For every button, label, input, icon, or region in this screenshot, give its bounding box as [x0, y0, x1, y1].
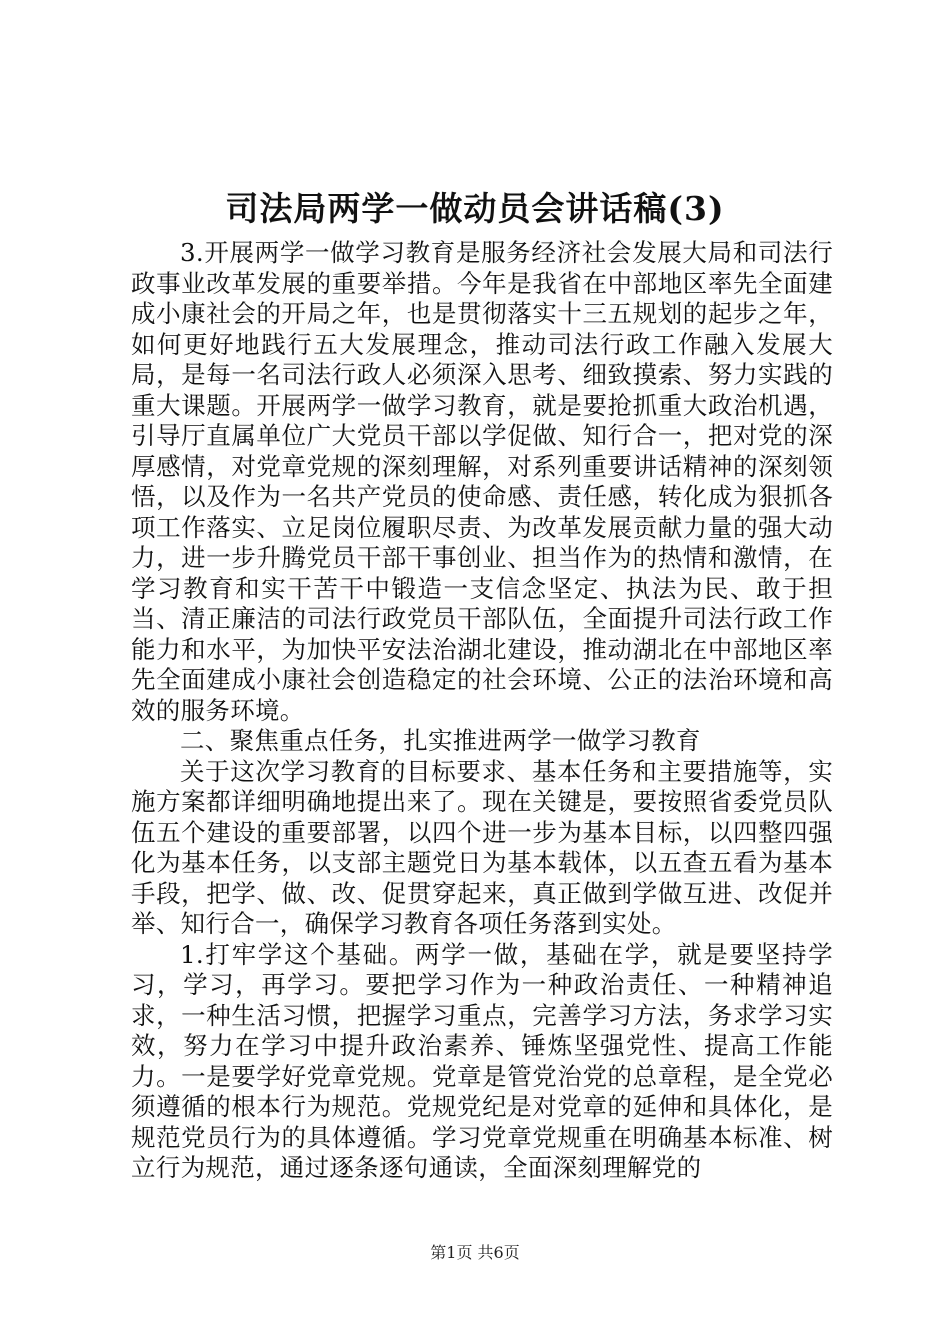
document-title: 司法局两学一做动员会讲话稿(3) — [225, 189, 725, 228]
page-footer: 第1页 共6页 — [430, 1243, 520, 1262]
paragraph: 关于这次学习教育的目标要求、基本任务和主要措施等，实施方案都详细明确地提出来了。现在关键是，要按照省委党员队伍五个建设的重要部署，以四个进一步为基本目标，以四整四强化为基本任务，以支部主题党日为基本载体，以五查五看为基本手段，把学、做、改、促贯穿起来，真正做到学做互进、改促并举、知行合一，确保学习教育各项任务落到实处。 — [131, 756, 833, 938]
document-body — [131, 238, 833, 1184]
paragraph: 3.开展两学一做学习教育是服务经济社会发展大局和司法行政事业改革发展的重要举措。今年是我省在中部地区率先全面建成小康社会的开局之年，也是贯彻落实十三五规划的起步之年，如何更好地践行五大发展理念，推动司法行政工作融入发展大局，是每一名司法行政人必须深入思考、细致摸索、努力实践的重大课题。开展两学一做学习教育，就是要抢抓重大政治机遇，引导厅直属单位广大党员干部以学促做、知行合一，把对党的深厚感情，对党章党规的深刻理解，对系列重要讲话精神的深刻领悟，以及作为一名共产党员的使命感、责任感，转化成为狠抓各项工作落实、立足岗位履职尽责、为改革发展贡献力量的强大动力，进一步升腾党员干部干事创业、担当作为的热情和激情，在学习教育和实干苦干中锻造一支信念坚定、执法为民、敢于担当、清正廉洁的司法行政党员干部队伍，全面提升司法行政工作能力和水平，为加快平安法治湖北建设，推动湖北在中部地区率先全面建成小康社会创造稳定的社会环境、公正的法治环境和高效的服务环境。 — [131, 238, 833, 725]
section-heading: 二、聚焦重点任务，扎实推进两学一做学习教育 — [180, 726, 701, 755]
paragraph: 1.打牢学这个基础。两学一做，基础在学，就是要坚持学习，学习，再学习。要把学习作为一种政治责任、一种精神追求，一种生活习惯，把握学习重点，完善学习方法，务求学习实效，努力在学习中提升政治素养、锤炼坚强党性、提高工作能力。一是要学好党章党规。党章是管党治党的总章程，是全党必须遵循的根本行为规范。党规党纪是对党章的延伸和具体化，是规范党员行为的具体遵循。学习党章党规重在明确基本标准、树立行为规范，通过逐条逐句通读，全面深刻理解党的 — [131, 939, 833, 1182]
